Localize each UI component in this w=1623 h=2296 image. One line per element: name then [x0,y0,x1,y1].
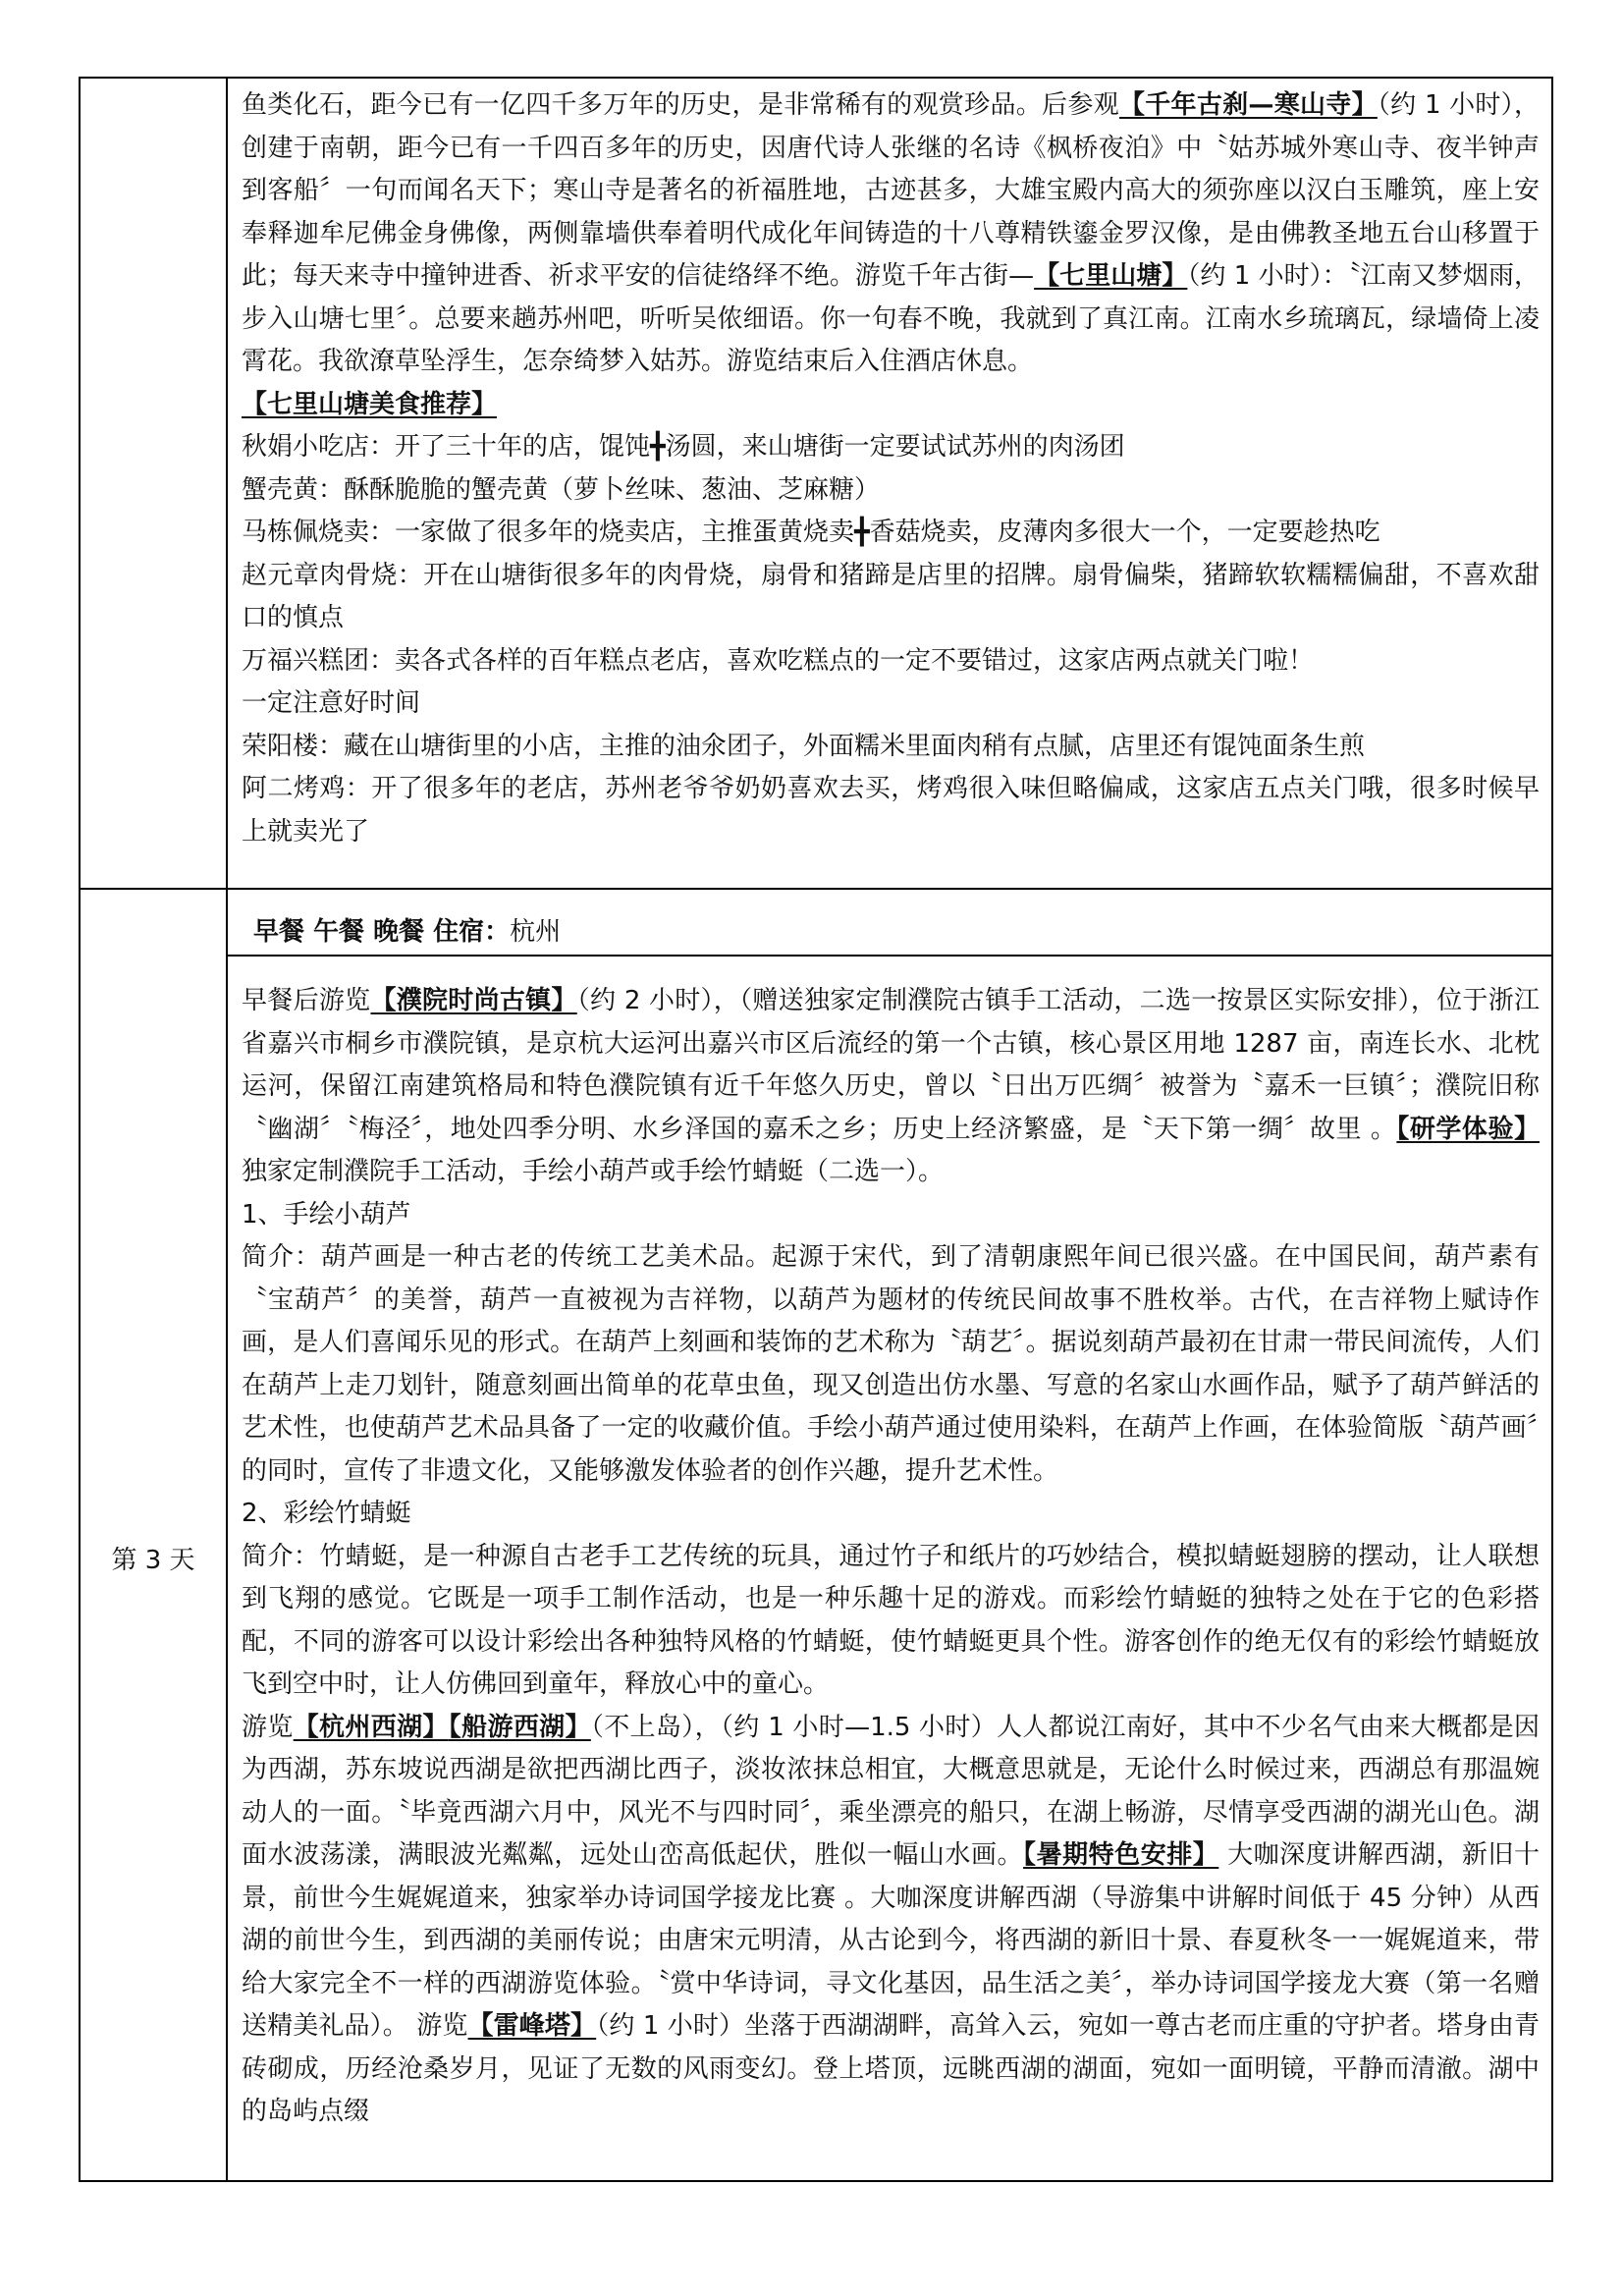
food-item: 秋娟小吃店：开了三十年的店，馄饨╋汤圆，来山塘街一定要试试苏州的肉汤团 [242,432,1125,462]
food-item: 阿二烤鸡：开了很多年的老店，苏州老爷爷奶奶喜欢去买，烤鸡很入味但略偏咸，这家店五点关门哦，很多时候早上就卖光了 [242,774,1540,847]
meals-label: 早餐 午餐 晚餐 住宿： [253,917,511,947]
highlight-west-lake: 【杭州西湖】 [293,1712,449,1742]
day3-content [242,980,1540,2134]
item1-title: 1、手绘小葫芦 [242,1199,411,1230]
day3-paragraph-puyuan: 早餐后游览【濮院时尚古镇】（约 2 小时），（赠送独家定制濮院古镇手工活动，二选一按景区实际安排），位于浙江省嘉兴市桐乡市濮院镇，是京杭大运河出嘉兴市区后流经的第一个古镇，核心景区用地 1287 亩，南连长水、北枕运河，保留江南建筑格局和特色濮院镇有近千年悠久历史，曾以〝日出万匹绸〞被誉为〝嘉禾一巨镇〞；濮院旧称〝幽湖〞〝梅泾〞，地处四季分明、水乡泽国的嘉禾之乡；历史上经济繁盛，是〝天下第一绸〞故里 。【研学体验】 独家定制濮院手工活动，手绘小葫芦或手绘竹蜻蜓（二选一）。 [242,986,1540,1186]
highlight-study-experience: 【研学体验】 [1396,1114,1540,1144]
day3-paragraph-westlake: 游览【杭州西湖】【船游西湖】（不上岛），（约 1 小时—1.5 小时）人人都说江南好，其中不少名气由来大概都是因为西湖，苏东坡说西湖是欲把西湖比西子，淡妆浓抹总相宜，大概意思就是，无论什么时候过来，西湖总有那温婉动人的一面。〝毕竟西湖六月中，风光不与四时同〞，乘坐漂亮的船只，在湖上畅游，尽情享受西湖的湖光山色。湖面水波荡漾，满眼波光粼粼，远处山峦高低起伏，胜似一幅山水画。【暑期特色安排】 大咖深度讲解西湖，新旧十景，前世今生娓娓道来，独家举办诗词国学接龙比赛 。大咖深度讲解西湖（导游集中讲解时间低于 45 分钟）从西湖的前世今生，到西湖的美丽传说；由唐宋元明清，从古论到今，将西湖的新旧十景、春夏秋冬一一娓娓道来，带给大家完全不一样的西湖游览体验。〝赏中华诗词，寻文化基因，品生活之美〞，举办诗词国学接龙大赛（第一名赠送精美礼品）。 游览【雷峰塔】（约 1 小时）坐落于西湖湖畔，高耸入云，宛如一尊古老而庄重的守护者。塔身由青砖砌成，历经沧桑岁月，见证了无数的风雨变幻。登上塔顶，远眺西湖的湖面，宛如一面明镜，平静而清澈。湖中的岛屿点缀 [242,1712,1540,2126]
meals-city: 杭州 [510,917,562,947]
highlight-leifeng-pagoda: 【雷峰塔】 [467,2011,597,2041]
food-section-title: 【七里山塘美食推荐】 [242,389,498,419]
food-item: 荣阳楼：藏在山塘街里的小店，主推的油氽团子，外面糯米里面肉稍有点腻，店里还有馄饨面条生煎 [242,731,1366,761]
item2-text: 简介：竹蜻蜓，是一种源自古老手工艺传统的玩具，通过竹子和纸片的巧妙结合，模拟蜻蜓翅膀的摆动，让人联想到飞翔的感觉。它既是一项手工制作活动，也是一种乐趣十足的游戏。而彩绘竹蜻蜓的独特之处在于它的色彩搭配，不同的游客可以设计彩绘出各种独特风格的竹蜻蜓，使竹蜻蜓更具个性。游客创作的绝无仅有的彩绘竹蜻蜓放飞到空中时，让人仿佛回到童年，释放心中的童心。 [242,1541,1540,1699]
meals-row [253,911,561,955]
meals-row-divider [226,955,1553,957]
day2-paragraph: 鱼类化石，距今已有一亿四千多万年的历史，是非常稀有的观赏珍品。后参观【千年古刹—寒山寺】（约 1 小时），创建于南朝，距今已有一千四百多年的历史，因唐代诗人张继的名诗《枫桥夜泊》中〝姑苏城外寒山寺、夜半钟声到客船〞一句而闻名天下；寒山寺是著名的祈福胜地，古迹甚多，大雄宝殿内高大的须弥座以汉白玉雕筑，座上安奉释迦牟尼佛金身佛像，两侧靠墙供奉着明代成化年间铸造的十八尊精铁鎏金罗汉像，是由佛教圣地五台山移置于此；每天来寺中撞钟进香、祈求平安的信徒络绎不绝。游览千年古街—【七里山塘】（约 1 小时）：〝江南又梦烟雨，步入山塘七里〞。总要来趟苏州吧，听听吴侬细语。你一句春不晚，我就到了真江南。江南水乡琉璃瓦，绿墙倚上凌霄花。我欲潦草坠浮生，怎奈绮梦入姑苏。游览结束后入住酒店休息。 [242,90,1540,376]
day-label: 第 3 天 [111,1546,195,1575]
food-item: 万福兴糕团：卖各式各样的百年糕点老店，喜欢吃糕点的一定不要错过，这家店两点就关门啦！ [242,645,1315,676]
highlight-puyuan: 【濮院时尚古镇】 [370,986,577,1015]
food-item: 马栋佩烧卖：一家做了很多年的烧卖店，主推蛋黄烧卖╋香菇烧卖，皮薄肉多很大一个，一定要趁热吃 [242,518,1380,547]
highlight-hanshan-temple: 【千年古刹—寒山寺】 [1118,90,1378,120]
row-divider-day3 [79,888,1553,890]
column-divider [226,77,228,2182]
highlight-boat-tour: 【船游西湖】 [448,1712,591,1742]
item2-title: 2、彩绘竹蜻蜓 [242,1499,411,1528]
food-item: 赵元章肉骨烧：开在山塘街很多年的肉骨烧，扇骨和猪蹄是店里的招牌。扇骨偏柴，猪蹄软软糯糯偏甜，不喜欢甜口的慎点 [242,560,1540,632]
highlight-summer-special: 【暑期特色安排】 [1023,1840,1219,1870]
item1-text: 简介：葫芦画是一种古老的传统工艺美术品。起源于宋代，到了清朝康熙年间已很兴盛。在中国民间，葫芦素有〝宝葫芦〞的美誉，葫芦一直被视为吉祥物，以葫芦为题材的传统民间故事不胜枚举。古代，在吉祥物上赋诗作画，是人们喜闻乐见的形式。在葫芦上刻画和装饰的艺术称为〝葫艺〞。据说刻葫芦最初在甘肃一带民间流传，人们在葫芦上走刀划针，随意刻画出简单的花草虫鱼，现又创造出仿水墨、写意的名家山水画作品，赋予了葫芦鲜活的艺术性，也使葫芦艺术品具备了一定的收藏价值。手绘小葫芦通过使用染料，在葫芦上作画，在体验简版〝葫芦画〞的同时，宣传了非遗文化，又能够激发体验者的创作兴趣，提升艺术性。 [242,1242,1540,1486]
food-item: 一定注意好时间 [242,688,421,718]
day2-content [242,84,1540,853]
highlight-qili-shantang: 【七里山塘】 [1034,261,1188,291]
food-item: 蟹壳黄：酥酥脆脆的蟹壳黄（萝卜丝味、葱油、芝麻糖） [242,474,881,505]
